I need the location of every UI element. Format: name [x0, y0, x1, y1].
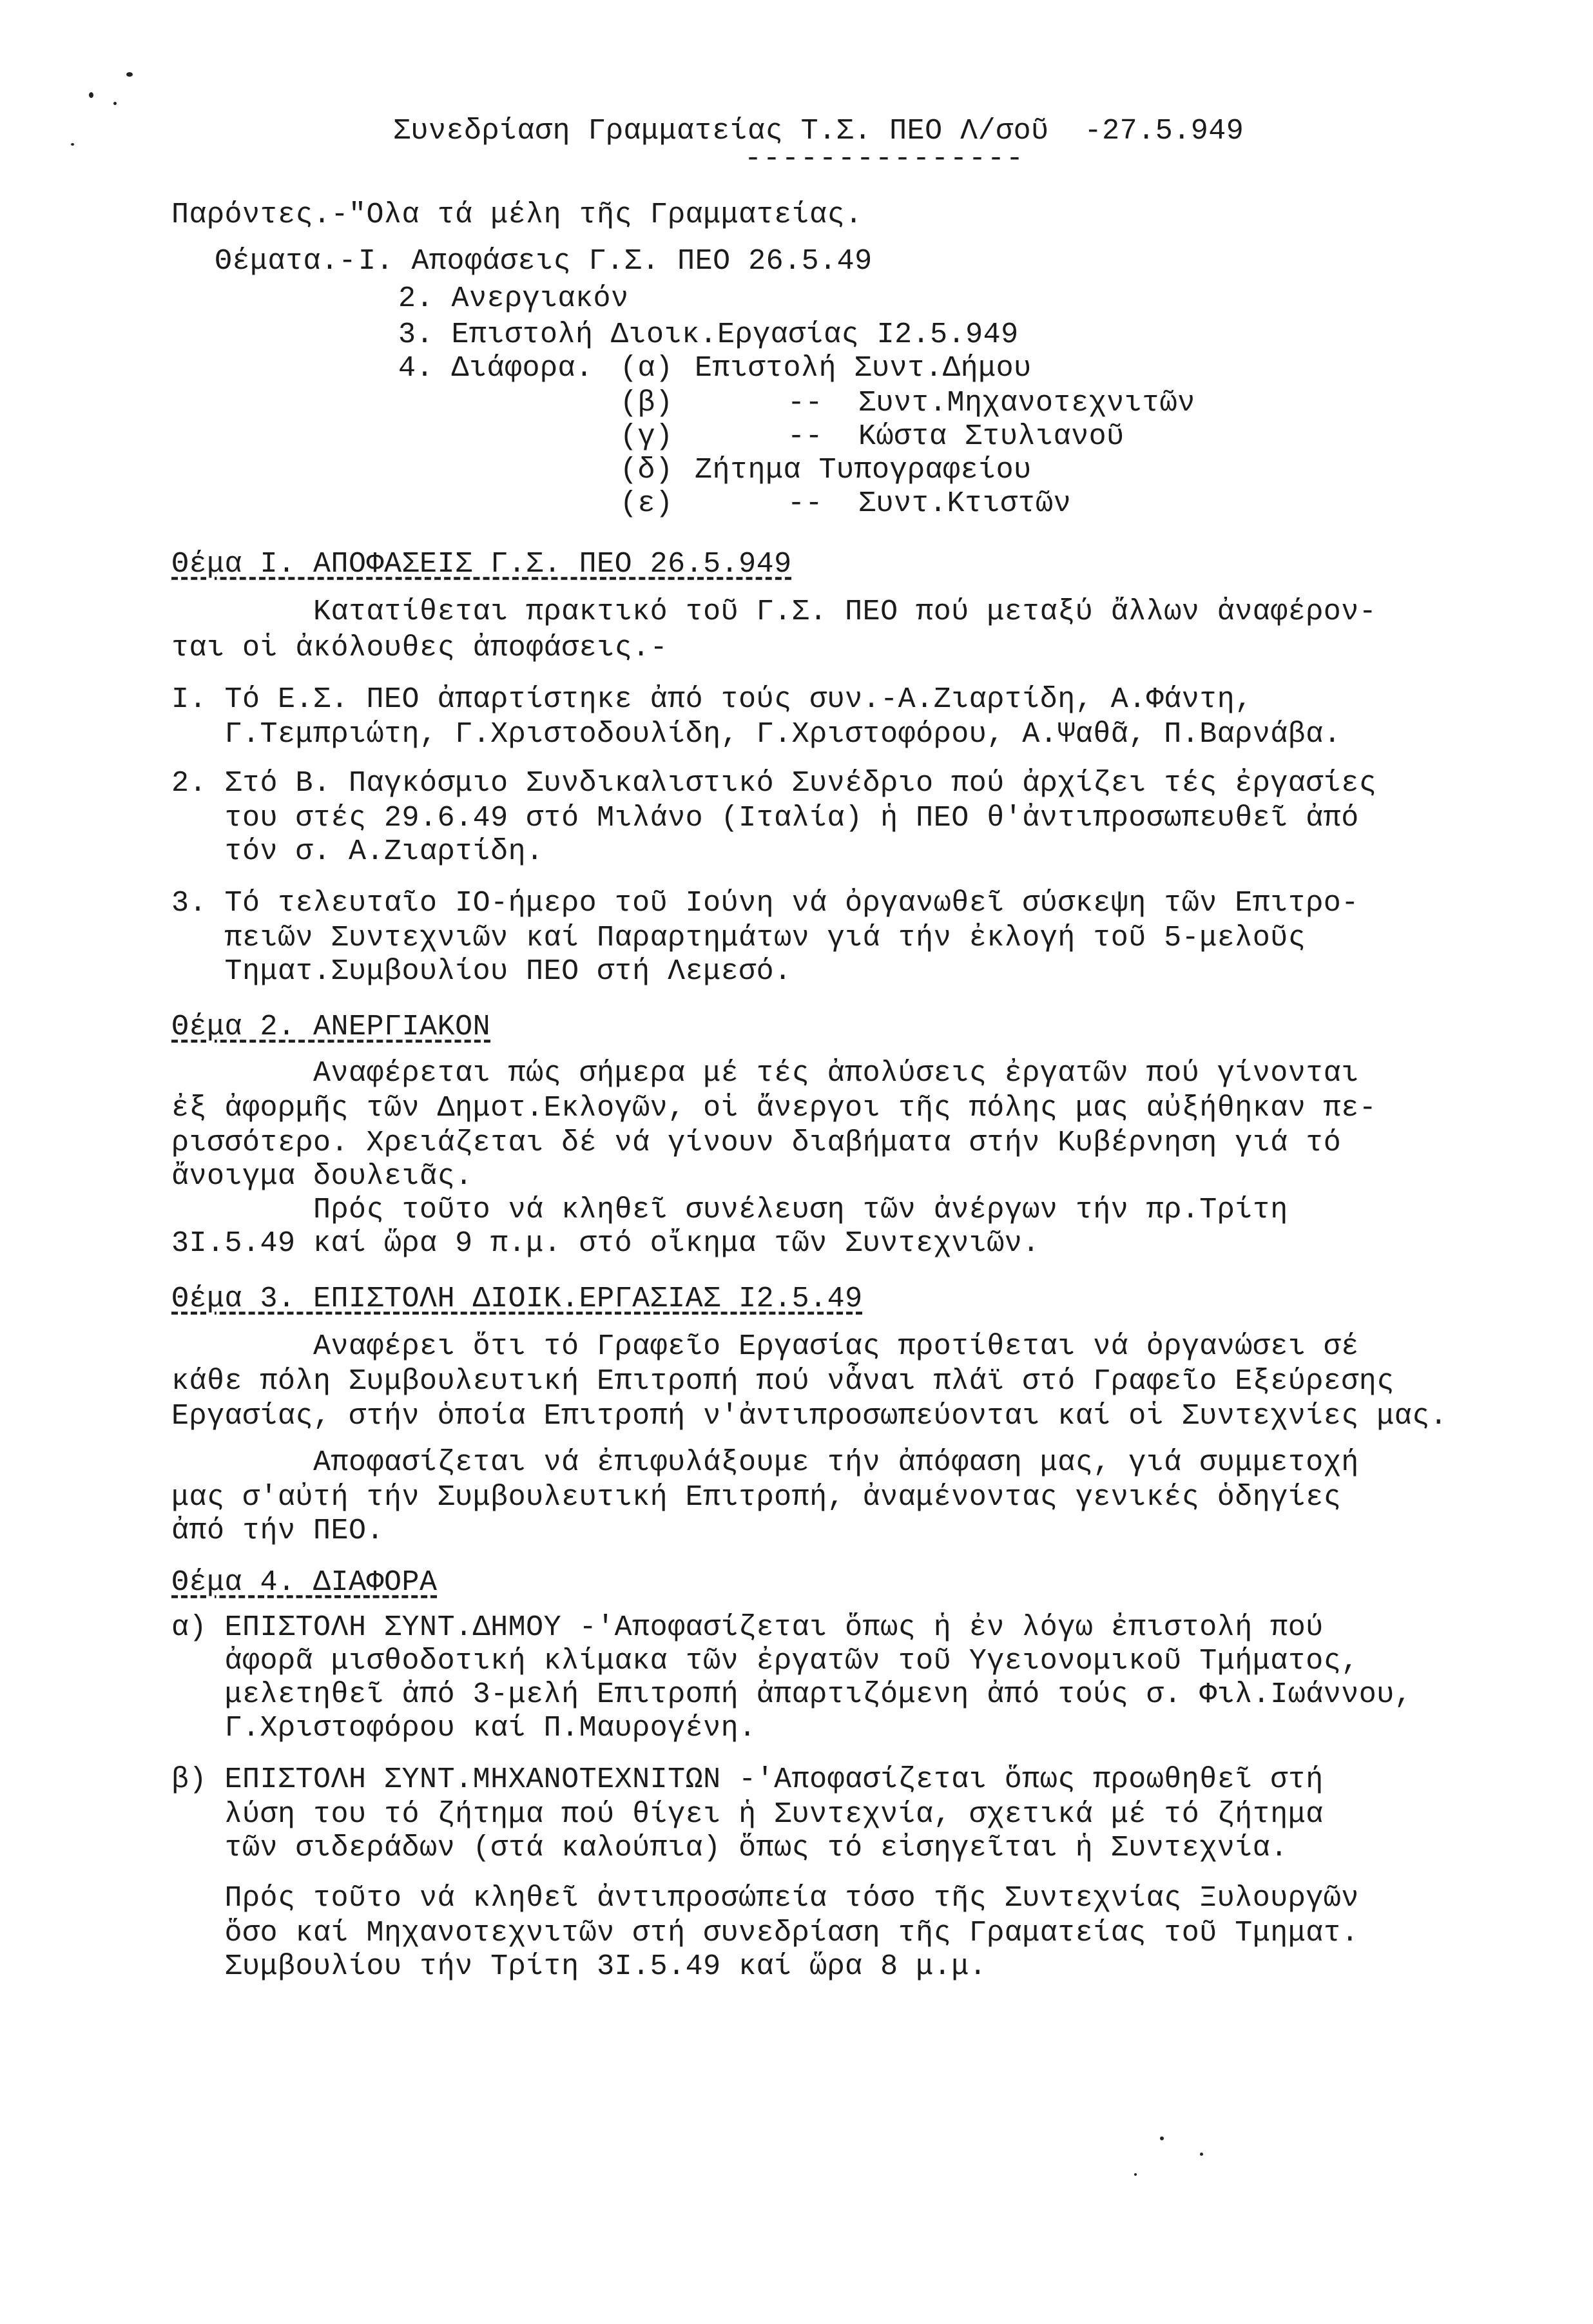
- agenda-item: 3. Επιστολή Διοικ.Εργασίας Ι2.5.949: [398, 318, 1019, 351]
- agenda-subletter: (α): [620, 352, 673, 385]
- decision-line: Τηματ.Συμβουλίου ΠΕΟ στή Λεμεσό.: [171, 955, 792, 988]
- paragraph-line: Αποφασίζεται νά ἐπιφυλάξουμε τήν ἀπόφαση μας, γιά συμμετοχή: [171, 1446, 1359, 1479]
- topic-heading: Θέμα Ι. ΑΠΟΦΑΣΕΙΣ Γ.Σ. ΠΕΟ 26.5.949: [171, 548, 792, 581]
- decision-line: τόν σ. Α.Ζιαρτίδη.: [171, 835, 544, 868]
- paragraph-line: μας σ'αὐτή τήν Συμβουλευτική Επιτροπή, ἀναμένοντας γενικές ὁδηγίες: [171, 1481, 1342, 1514]
- paragraph-line: 3Ι.5.49 καί ὥρα 9 π.μ. στό οἴκημα τῶν Συντεχνιῶν.: [171, 1227, 1040, 1260]
- agenda-subletter: (β): [620, 387, 673, 420]
- scan-speck: [1200, 2153, 1203, 2156]
- item-line: β) ΕΠΙΣΤΟΛΗ ΣΥΝΤ.ΜΗΧΑΝΟΤΕΧΝΙΤΩΝ -'Αποφασίζεται ὅπως προωθηθεῖ στή: [171, 1763, 1324, 1796]
- scan-speck: [71, 143, 74, 146]
- agenda-subitem: -- Συντ.Κτιστῶν: [787, 487, 1072, 520]
- item-line: Πρός τοῦτο νά κληθεῖ ἀντιπροσώπεία τόσο τῆς Συντεχνίας Ξυλουργῶν: [171, 1882, 1359, 1915]
- agenda-subletter: (δ): [620, 454, 673, 487]
- paragraph-line: Αναφέρεται πώς σήμερα μέ τές ἀπολύσεις ἐργατῶν πού γίνονται: [171, 1057, 1359, 1090]
- title-rule: ---------------: [744, 142, 1025, 175]
- scan-speck: [89, 92, 93, 98]
- paragraph-line: ἀπό τήν ΠΕΟ.: [171, 1515, 385, 1547]
- decision-line: του στές 29.6.49 στό Μιλάνο (Ιταλία) ἡ ΠΕΟ θ'ἀντιπροσωπευθεῖ ἀπό: [171, 802, 1359, 835]
- agenda-subitem: -- Συντ.Μηχανοτεχνιτῶν: [787, 387, 1195, 420]
- agenda-subitem: Επιστολή Συντ.Δήμου: [695, 352, 1032, 385]
- item-line: α) ΕΠΙΣΤΟΛΗ ΣΥΝΤ.ΔΗΜΟΥ -'Αποφασίζεται ὅπως ἡ ἐν λόγω ἐπιστολή πού: [171, 1611, 1324, 1644]
- present-line: Παρόντες.-"Ολα τά μέλη τῆς Γραμματείας.: [171, 199, 863, 231]
- decision-line: 2. Στό Β. Παγκόσμιο Συνδικαλιστικό Συνέδριο πού ἀρχίζει τές ἐργασίες: [171, 767, 1377, 800]
- item-line: μελετηθεῖ ἀπό 3-μελή Επιτροπή ἀπαρτιζόμενη ἀπό τούς σ. Φιλ.Ιωάννου,: [171, 1678, 1413, 1711]
- scan-speck: [1160, 2136, 1164, 2140]
- page-title: Συνεδρίαση Γραμματείας Τ.Σ. ΠΕΟ Λ/σοῦ -27.5.949: [393, 115, 1244, 148]
- agenda-item: Ι. Αποφάσεις Γ.Σ. ΠΕΟ 26.5.49: [358, 245, 873, 278]
- item-line: Συμβουλίου τήν Τρίτη 3Ι.5.49 καί ὥρα 8 μ.μ.: [171, 1950, 987, 1983]
- item-line: ἀφορᾶ μισθοδοτική κλίμακα τῶν ἐργατῶν τοῦ Υγειονομικοῦ Τμήματος,: [171, 1645, 1359, 1678]
- agenda-item: 4. Διάφορα.: [398, 352, 594, 385]
- agenda-subitem: -- Κώστα Στυλιανοῦ: [787, 420, 1125, 453]
- decision-line: πειῶν Συντεχνιῶν καί Παραρτημάτων γιά τήν ἐκλογή τοῦ 5-μελοῦς: [171, 922, 1306, 954]
- scan-speck: [1134, 2173, 1137, 2176]
- paragraph-line: ἐξ ἀφορμῆς τῶν Δημοτ.Εκλογῶν, οἱ ἄνεργοι τῆς πόλης μας αὐξήθηκαν πε-: [171, 1092, 1377, 1125]
- agenda-label: Θέματα.-: [215, 245, 357, 278]
- paragraph-line: ἄνοιγμα δουλειᾶς.: [171, 1160, 473, 1193]
- agenda-subletter: (γ): [620, 420, 673, 453]
- paragraph-line: Αναφέρει ὅτι τό Γραφεῖο Εργασίας προτίθεται νά ὀργανώσει σέ: [171, 1330, 1359, 1363]
- item-line: τῶν σιδεράδων (στά καλούπια) ὅπως τό εἰσηγεῖται ἡ Συντεχνία.: [171, 1832, 1288, 1864]
- decision-line: Γ.Τεμπριώτη, Γ.Χριστοδουλίδη, Γ.Χριστοφόρου, Α.Ψαθᾶ, Π.Βαρνάβα.: [171, 718, 1342, 751]
- paragraph-line: ται οἱ ἀκόλουθες ἀποφάσεις.-: [171, 632, 668, 664]
- topic-heading: Θέμα 3. ΕΠΙΣΤΟΛΗ ΔΙΟΙΚ.ΕΡΓΑΣΙΑΣ Ι2.5.49: [171, 1283, 863, 1315]
- topic-heading: Θέμα 4. ΔΙΑΦΟΡΑ: [171, 1566, 438, 1599]
- decision-line: 3. Τό τελευταῖο ΙΟ-ήμερο τοῦ Ιούνη νά ὀργανωθεῖ σύσκεψη τῶν Επιτρο-: [171, 887, 1359, 920]
- agenda-item: 2. Ανεργιακόν: [398, 282, 629, 315]
- agenda-subitem: Ζήτημα Τυπογραφείου: [695, 454, 1032, 487]
- paragraph-line: Εργασίας, στήν ὁποία Επιτροπή ν'ἀντιπροσωπεύονται καί οἱ Συντεχνίες μας.: [171, 1400, 1448, 1433]
- item-line: ὅσο καί Μηχανοτεχνιτῶν στή συνεδρίαση τῆς Γραματείας τοῦ Τμηματ.: [171, 1917, 1359, 1950]
- agenda-subletter: (ε): [620, 487, 673, 520]
- paragraph-line: Κατατίθεται πρακτικό τοῦ Γ.Σ. ΠΕΟ πού μεταξύ ἄλλων ἀναφέρον-: [171, 596, 1377, 628]
- item-line: Γ.Χριστοφόρου καί Π.Μαυρογένη.: [171, 1712, 757, 1745]
- paragraph-line: κάθε πόλη Συμβουλευτική Επιτροπή πού νἆναι πλάϊ στό Γραφεῖο Εξεύρεσης: [171, 1365, 1395, 1398]
- topic-heading: Θέμα 2. ΑΝΕΡΓΙΑΚΟΝ: [171, 1011, 491, 1043]
- paragraph-line: ρισσότερο. Χρειάζεται δέ νά γίνουν διαβήματα στήν Κυβέρνηση γιά τό: [171, 1127, 1342, 1159]
- scan-speck: [126, 72, 133, 77]
- scan-speck: [113, 102, 117, 105]
- item-line: λύση του τό ζήτημα πού θίγει ἡ Συντεχνία, σχετικά μέ τό ζήτημα: [171, 1798, 1324, 1831]
- paragraph-line: Πρός τοῦτο νά κληθεῖ συνέλευση τῶν ἀνέργων τήν πρ.Τρίτη: [171, 1194, 1288, 1226]
- decision-line: Ι. Τό Ε.Σ. ΠΕΟ ἀπαρτίστηκε ἀπό τούς συν.-Α.Ζιαρτίδη, Α.Φάντη,: [171, 683, 1253, 716]
